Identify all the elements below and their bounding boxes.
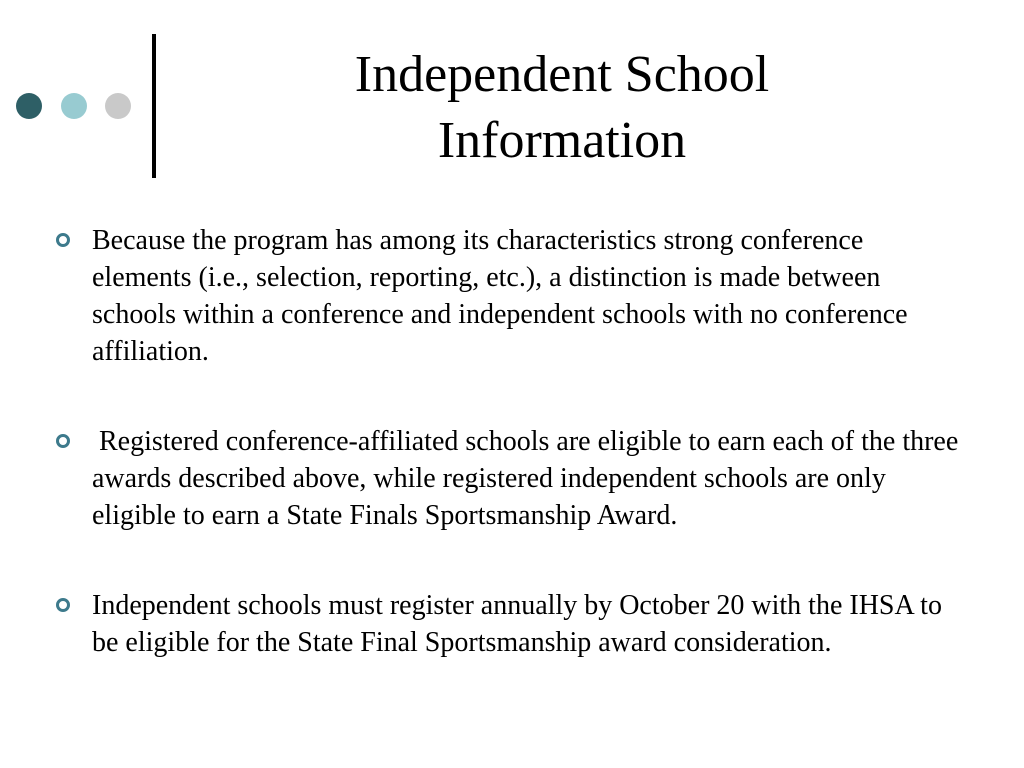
title-line-2: Information <box>437 112 687 169</box>
title-line-1: Independent School <box>354 46 770 103</box>
ring-bullet-icon <box>56 233 70 247</box>
bullet-item <box>56 222 966 370</box>
dot-dark-icon <box>16 93 42 119</box>
decorative-dots <box>16 93 136 123</box>
slide-title <box>160 42 964 174</box>
bullet-item <box>56 587 966 661</box>
bullet-text: Registered conference-affiliated schools are eligible to earn each of the three awards described above, while registered independent schools are only eligible to earn a State Finals Sportsmanship Award. <box>92 426 966 531</box>
dot-light-icon <box>105 93 131 119</box>
bullet-text: Because the program has among its characteristics strong conference elements (i.e., selection, reporting, etc.), a distinction is made between schools within a conference and independent schools with no conference affiliation. <box>92 225 915 367</box>
ring-bullet-icon <box>56 598 70 612</box>
dot-mid-icon <box>61 93 87 119</box>
bullet-text: Independent schools must register annually by October 20 with the IHSA to be eligible for the State Final Sportsmanship award consideration. <box>92 590 949 658</box>
title-divider <box>152 34 156 178</box>
bullet-list <box>56 222 966 714</box>
ring-bullet-icon <box>56 434 70 448</box>
bullet-item <box>56 423 966 534</box>
